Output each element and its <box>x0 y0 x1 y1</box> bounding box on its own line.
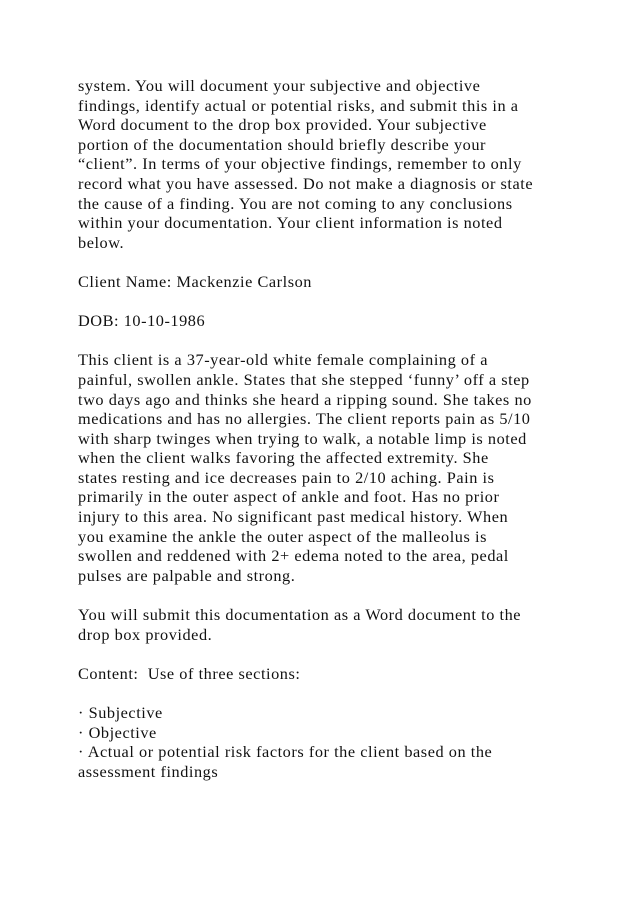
list-item: · Subjective <box>78 703 163 722</box>
submit-line: drop box provided. <box>78 624 213 644</box>
case-line: pulses are palpable and strong. <box>78 565 296 585</box>
case-line: painful, swollen ankle. States that she stepped ‘funny’ off a step <box>78 369 530 389</box>
client-name <box>78 272 618 292</box>
document-page <box>78 76 618 781</box>
intro-line: Word document to the drop box provided. Your subjective <box>78 115 487 135</box>
intro-line: record what you have assessed. Do not make a diagnosis or state <box>78 173 534 193</box>
intro-line: system. You will document your subjective and objective <box>78 76 481 95</box>
client-dob <box>78 311 618 331</box>
intro-line: “client”. In terms of your objective findings, remember to only <box>78 154 522 174</box>
case-line: states resting and ice decreases pain to 2/10 aching. Pain is <box>78 467 495 487</box>
content-heading-line: Content: Use of three sections: <box>78 663 301 683</box>
intro-line: findings, identify actual or potential risks, and submit this in a <box>78 95 519 115</box>
list-item: · Actual or potential risk factors for the client based on the <box>78 742 493 762</box>
case-line: swollen and reddened with 2+ edema noted to the area, pedal <box>78 546 509 566</box>
case-line: This client is a 37-year-old white female complaining of a <box>78 350 488 370</box>
content-heading <box>78 664 618 684</box>
client-dob-line: DOB: 10-10-1986 <box>78 311 206 331</box>
section-list <box>78 703 618 781</box>
list-item: assessment findings <box>78 761 219 781</box>
intro-paragraph <box>78 76 618 252</box>
case-line: two days ago and thinks she heard a ripping sound. She takes no <box>78 389 532 409</box>
case-line: injury to this area. No significant past medical history. When <box>78 507 509 527</box>
case-line: primarily in the outer aspect of ankle and foot. Has no prior <box>78 487 500 507</box>
submit-line: You will submit this documentation as a Word document to the <box>78 605 522 625</box>
intro-line: within your documentation. Your client information is noted <box>78 213 503 233</box>
case-line: with sharp twinges when trying to walk, a notable limp is noted <box>78 428 527 448</box>
intro-line: below. <box>78 232 125 252</box>
case-line: medications and has no allergies. The client reports pain as 5/10 <box>78 409 531 429</box>
list-item: · Objective <box>78 722 157 742</box>
submit-paragraph <box>78 605 618 644</box>
case-line: when the client walks favoring the affected extremity. She <box>78 448 489 468</box>
case-line: you examine the ankle the outer aspect of the malleolus is <box>78 526 487 546</box>
case-paragraph <box>78 350 618 585</box>
intro-line: portion of the documentation should briefly describe your <box>78 134 486 154</box>
intro-line: the cause of a finding. You are not coming to any conclusions <box>78 193 513 213</box>
client-name-line: Client Name: Mackenzie Carlson <box>78 271 312 291</box>
